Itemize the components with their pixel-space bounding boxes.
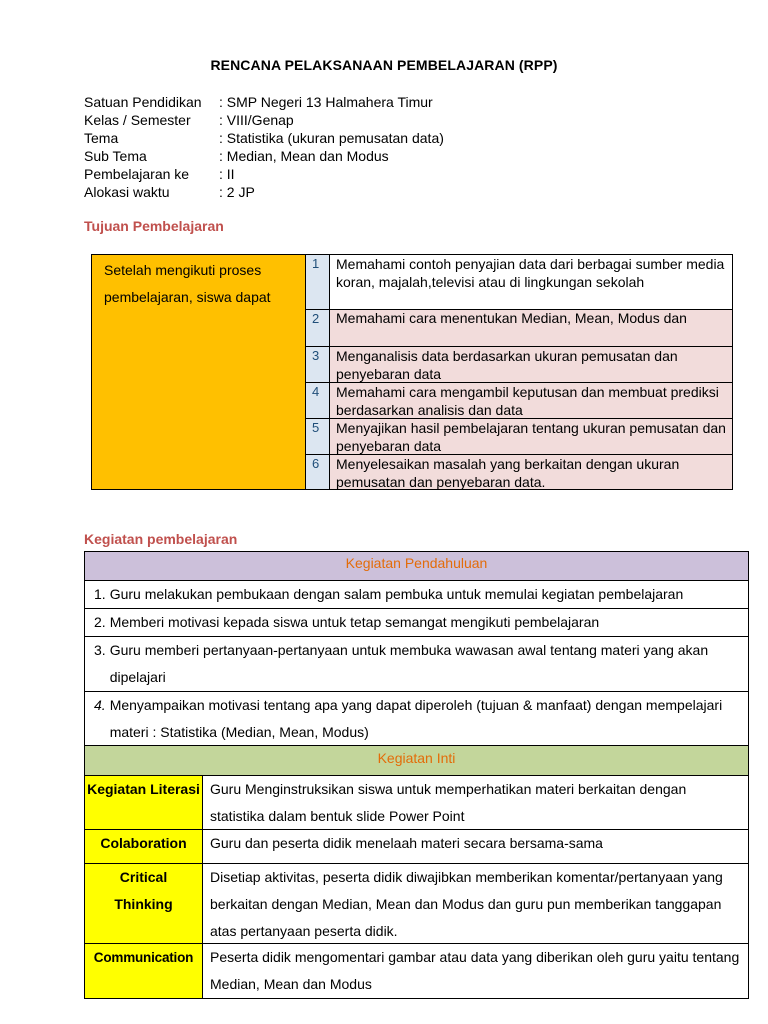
info-value: : Statistika (ukuran pemusatan data) xyxy=(219,130,444,146)
info-value: : Median, Mean dan Modus xyxy=(219,148,389,164)
tujuan-item-text: Menyelesaikan masalah yang berkaitan dengan ukuran pemusatan dan penyebaran data. xyxy=(330,455,732,489)
info-value: : 2 JP xyxy=(219,184,255,200)
tujuan-item-number: 1 xyxy=(306,255,330,309)
pendahuluan-row xyxy=(85,581,748,609)
tujuan-intro: Setelah mengikuti proses pembelajaran, siswa dapat xyxy=(92,255,306,489)
tujuan-item xyxy=(306,310,732,347)
pendahuluan-row xyxy=(85,637,748,692)
info-value: : VIII/Genap xyxy=(219,112,294,128)
inti-text: Guru Menginstruksikan siswa untuk memperhatikan materi berkaitan dengan statistika dalam bentuk slide Power Point xyxy=(210,781,687,824)
tujuan-item xyxy=(306,455,732,489)
inti-label: Kegiatan Literasi xyxy=(85,776,203,829)
pendahuluan-row xyxy=(85,609,748,637)
info-row-tema xyxy=(84,129,444,147)
info-value: : II xyxy=(219,166,235,182)
info-label: Tema xyxy=(84,130,119,146)
tujuan-item-text: Memahami cara menentukan Median, Mean, Modus dan xyxy=(330,310,732,346)
inti-text: Disetiap aktivitas, peserta didik diwajibkan memberikan komentar/pertanyaan yang berkaitan dengan Median, Mean dan Modus dan guru pun memberikan tanggapan atas pertanyaan peserta didik. xyxy=(210,869,723,939)
tujuan-item xyxy=(306,255,732,310)
tujuan-item-text: Menyajikan hasil pembelajaran tentang ukuran pemusatan dan penyebaran data xyxy=(330,419,732,454)
tujuan-item-number: 4 xyxy=(306,383,330,418)
pendahuluan-row xyxy=(85,692,748,746)
info-label: Sub Tema xyxy=(84,148,147,164)
tujuan-item-text: Menganalisis data berdasarkan ukuran pemusatan dan penyebaran data xyxy=(330,347,732,382)
inti-text: Peserta didik mengomentari gambar atau data yang diberikan oleh guru yaitu tentang Median, Mean dan Modus xyxy=(210,949,740,992)
pendahuluan-text: Guru melakukan pembukaan dengan salam pembuka untuk memulai kegiatan pembelajaran xyxy=(109,586,684,602)
tujuan-item-text: Memahami contoh penyajian data dari berbagai sumber media koran, majalah,televisi atau di lingkungan sekolah xyxy=(330,255,732,309)
inti-header: Kegiatan Inti xyxy=(85,746,748,776)
inti-label: Communication xyxy=(85,944,203,998)
info-row-kelas xyxy=(84,111,444,129)
pendahuluan-text: Menyampaikan motivasi tentang apa yang dapat diperoleh (tujuan & manfaat) dengan mempelajari materi : Statistika (Median, Mean, Modus) xyxy=(109,697,723,740)
tujuan-table xyxy=(91,254,733,490)
tujuan-item xyxy=(306,383,732,419)
tujuan-item xyxy=(306,347,732,383)
tujuan-item-text: Memahami cara mengambil keputusan dan membuat prediksi berdasarkan analisis dan data xyxy=(330,383,732,418)
pendahuluan-number: 3. xyxy=(94,642,106,658)
kegiatan-table xyxy=(84,551,749,999)
info-row-pembelajaran xyxy=(84,165,444,183)
tujuan-item-number: 5 xyxy=(306,419,330,454)
pendahuluan-number: 2. xyxy=(94,614,106,630)
info-label: Alokasi waktu xyxy=(84,184,170,200)
info-row-satuan xyxy=(84,93,444,111)
inti-label: Critical Thinking xyxy=(85,864,203,943)
pendahuluan-text: Memberi motivasi kepada siswa untuk tetap semangat mengikuti pembelajaran xyxy=(109,614,600,630)
info-label: Kelas / Semester xyxy=(84,112,191,128)
inti-label: Colaboration xyxy=(85,830,203,863)
pendahuluan-text: Guru memberi pertanyaan-pertanyaan untuk membuka wawasan awal tentang materi yang akan dipelajari xyxy=(109,642,709,685)
tujuan-item-number: 2 xyxy=(306,310,330,346)
inti-row-literasi xyxy=(85,776,748,830)
info-label: Satuan Pendidikan xyxy=(84,94,202,110)
tujuan-heading: Tujuan Pembelajaran xyxy=(84,218,224,234)
pendahuluan-header: Kegiatan Pendahuluan xyxy=(85,552,748,581)
inti-text: Guru dan peserta didik menelaah materi secara bersama-sama xyxy=(210,835,603,851)
inti-row-colaboration xyxy=(85,830,748,864)
info-block xyxy=(84,93,444,201)
page-title: RENCANA PELAKSANAAN PEMBELAJARAN (RPP) xyxy=(210,57,558,73)
inti-row-communication xyxy=(85,944,748,998)
kegiatan-heading: Kegiatan pembelajaran xyxy=(84,531,238,547)
info-row-alokasi xyxy=(84,183,444,201)
info-value: : SMP Negeri 13 Halmahera Timur xyxy=(219,94,433,110)
pendahuluan-number: 1. xyxy=(94,586,106,602)
tujuan-item xyxy=(306,419,732,455)
inti-row-critical-thinking xyxy=(85,864,748,944)
tujuan-items xyxy=(306,255,732,489)
info-row-subtema xyxy=(84,147,444,165)
pendahuluan-number: 4. xyxy=(94,697,106,713)
info-label: Pembelajaran ke xyxy=(84,166,190,182)
tujuan-item-number: 3 xyxy=(306,347,330,382)
tujuan-item-number: 6 xyxy=(306,455,330,489)
